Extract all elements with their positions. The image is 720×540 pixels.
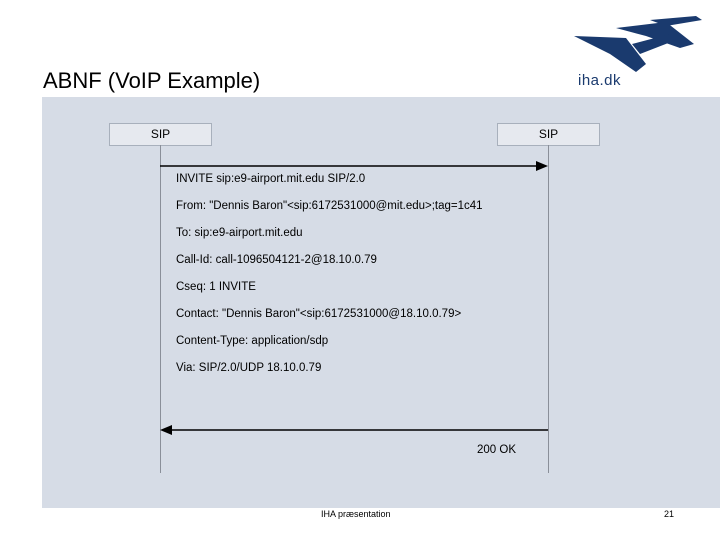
request-line-8: Via: SIP/2.0/UDP 18.10.0.79	[176, 362, 322, 374]
response-label: 200 OK	[477, 444, 516, 456]
request-line-6: Contact: "Dennis Baron"<sip:6172531000@18.10.0.79>	[176, 308, 462, 320]
request-line-2: From: "Dennis Baron"<sip:6172531000@mit.edu>;tag=1c41	[176, 200, 483, 212]
request-line-1: INVITE sip:e9-airport.mit.edu SIP/2.0	[176, 173, 366, 185]
lifeline-box-left: SIP	[109, 123, 212, 146]
lifeline-box-right: SIP	[497, 123, 600, 146]
logo-text: iha.dk	[578, 72, 622, 89]
slide-title: ABNF (VoIP Example)	[43, 68, 261, 93]
request-arrow	[160, 161, 548, 171]
request-line-5: Cseq: 1 INVITE	[176, 281, 256, 293]
request-line-3: To: sip:e9-airport.mit.edu	[176, 227, 303, 239]
page-number: 21	[664, 509, 675, 519]
footer-text: IHA præsentation	[321, 509, 391, 519]
response-arrow	[160, 425, 548, 435]
request-line-4: Call-Id: call-1096504121-2@18.10.0.79	[176, 254, 377, 266]
request-line-7: Content-Type: application/sdp	[176, 335, 329, 347]
